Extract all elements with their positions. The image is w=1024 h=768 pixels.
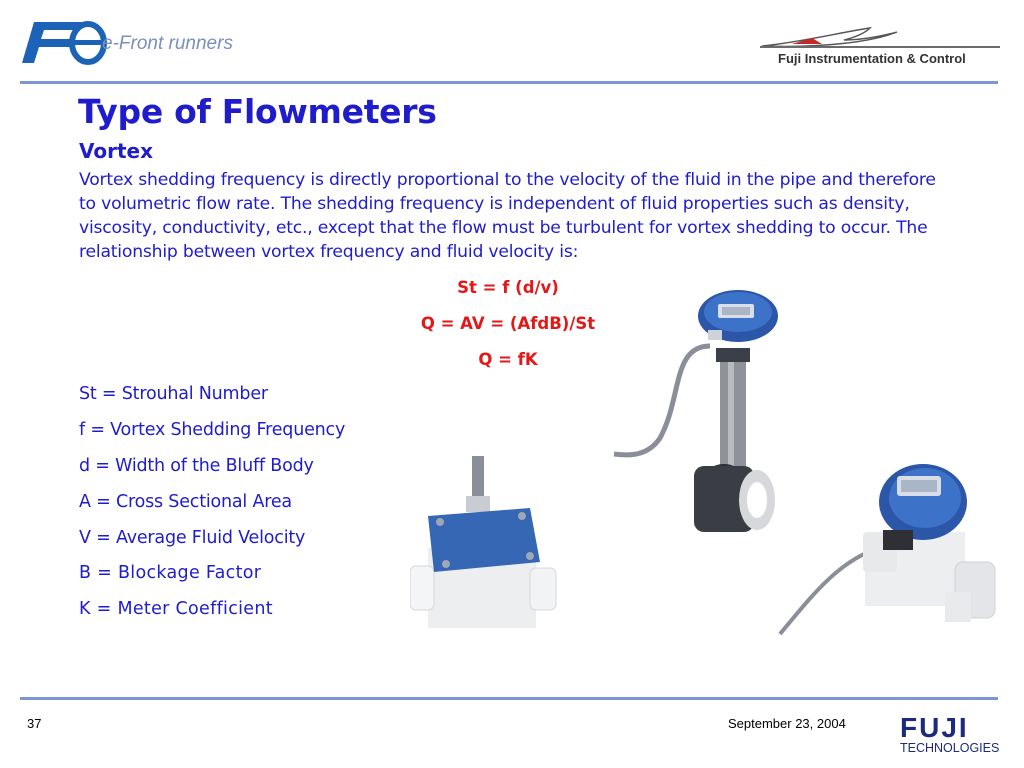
definition-item: f = Vortex Shedding Frequency xyxy=(79,420,346,440)
vortex-transmitter-image xyxy=(775,462,1000,637)
slide-subtitle: Vortex xyxy=(79,139,154,163)
definition-item: A = Cross Sectional Area xyxy=(79,492,292,512)
description-paragraph: Vortex shedding frequency is directly proportional to the velocity of the fluid in the pipe and therefore to volumetric flow rate. The shedding frequency is independent of fluid properties such as density, viscosity, conductivity, etc., except that the flow must be turbulent for vortex shedding to occur. The relationship between vortex frequency and fluid velocity is: xyxy=(79,170,936,262)
slide-title: Type of Flowmeters xyxy=(78,92,437,131)
footer-divider xyxy=(20,697,998,700)
vortex-flowmeter-large-image xyxy=(612,288,787,533)
header-divider xyxy=(20,81,998,84)
presentation-date: September 23, 2004 xyxy=(728,716,846,731)
definition-item: V = Average Fluid Velocity xyxy=(79,528,306,548)
vortex-sensor-compact-image xyxy=(410,456,560,638)
definition-item: d = Width of the Bluff Body xyxy=(79,456,314,476)
page-number: 37 xyxy=(27,716,42,731)
definition-item: K = Meter Coefficient xyxy=(79,599,273,619)
equation-meter: Q = fK xyxy=(478,350,538,369)
tagline: e-Front runners xyxy=(102,33,233,54)
definition-item: B = Blockage Factor xyxy=(79,563,262,583)
equation-strouhal: St = f (d/v) xyxy=(457,278,559,297)
definition-item: St = Strouhal Number xyxy=(79,384,268,404)
fuji-logo-icon xyxy=(900,714,984,740)
brand-name: Fuji Instrumentation & Control xyxy=(778,51,966,66)
equation-flow: Q = AV = (AfdB)/St xyxy=(420,314,596,333)
fuji-logo-text: FUJI xyxy=(900,714,969,740)
fuji-technologies-label: TECHNOLOGIES xyxy=(900,741,1000,755)
brand-rule xyxy=(760,46,1000,48)
